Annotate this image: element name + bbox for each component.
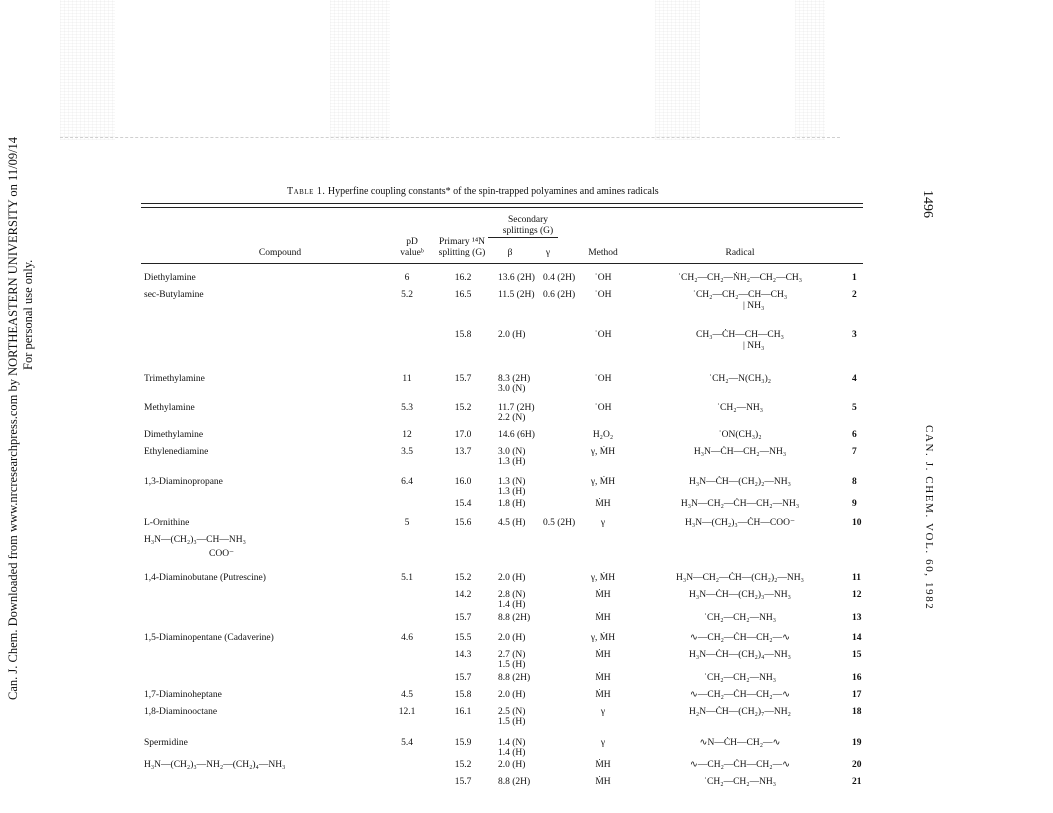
top-rule-2 [141,207,863,208]
beta-splitting-cell: 14.6 (6H) [498,430,535,440]
radical-sub-cell: | NH₃ [743,341,765,351]
radical-cell: ˙CH₂—CH₂—NH₃ [703,613,777,623]
primary-splitting-cell: 15.2 [454,760,472,770]
row-number-cell: 4 [852,374,857,384]
provenance-line-2: For personal use only. [21,259,35,370]
row-number-cell: 9 [852,499,857,509]
journal-running-header: CAN. J. CHEM. VOL. 60, 1982 [923,425,935,611]
row-number-cell: 20 [852,760,862,770]
method-cell: H₂O₂ [592,430,614,440]
pd-cell: 5 [404,518,410,528]
beta-splitting-cell-2: 1.5 (H) [498,717,526,727]
primary-splitting-cell: 15.7 [454,374,472,384]
pd-cell: 4.6 [401,633,413,643]
primary-splitting-cell: 16.0 [454,477,472,487]
radical-cell: ∿—CH₂—ĊH—CH₂—∿ [689,633,791,643]
pd-cell: 3.5 [401,447,413,457]
row-number-cell: 3 [852,330,857,340]
beta-splitting-cell: 3.0 (N) [498,447,526,457]
beta-splitting-cell: 2.0 (H) [498,690,526,700]
compound-cell: 1,5-Diaminopentane (Cadaverine) [144,633,274,643]
scan-artifact-left [60,0,115,140]
compound-cell: sec-Butylamine [144,290,204,300]
beta-splitting-cell: 2.5 (N) [498,707,526,717]
beta-splitting-cell: 1.4 (N) [498,738,526,748]
primary-splitting-cell: 15.2 [454,403,472,413]
beta-splitting-cell: 11.7 (2H) [498,403,535,413]
radical-cell: H₃N—CH₂—ĊH—CH₂—NH₃ [680,499,800,509]
primary-splitting-cell: 17.0 [454,430,472,440]
compound-cell: H₃N—(CH₂)₃—CH—NH₃ [144,535,246,545]
primary-splitting-cell: 16.1 [454,707,472,717]
method-cell: γ, ṀH [590,447,616,457]
pd-cell: 5.2 [401,290,413,300]
radical-cell: H₃N—CH₂—ĊH—(CH₂)₂—NH₃ [676,573,804,583]
beta-splitting-cell: 8.8 (2H) [498,673,531,683]
method-cell: γ, ṀH [590,573,616,583]
compound-cell: 1,4-Diaminobutane (Putrescine) [144,573,266,583]
row-number-cell: 10 [852,518,862,528]
pd-cell: 11 [402,374,412,384]
radical-cell: ∿N—ĊH—CH₂—∿ [699,738,781,748]
radical-cell: ˙CH₂—CH₂—NH₃ [703,673,777,683]
method-cell: γ, ṀH [590,633,616,643]
primary-splitting-cell: 16.2 [454,273,472,283]
radical-cell: ˙CH₂—NH₃ [716,403,764,413]
radical-cell: H₃N—(CH₂)₃—ĊH—COO⁻ [685,518,795,528]
header-pd-line2: valueᵇ [400,248,424,258]
radical-cell: ˙CH₂—N(CH₃)₂ [708,374,772,384]
compound-cell: 1,3-Diaminopropane [144,477,223,487]
gamma-splitting-cell: 0.6 (2H) [543,290,576,300]
row-number-cell: 12 [852,590,862,600]
radical-cell: CH₃—ĊH—CH—CH₃ [696,330,784,340]
method-cell: ṀH [595,650,611,660]
method-cell: ˙OH [594,290,612,300]
provenance-note [6,137,36,700]
beta-splitting-cell-2: 1.4 (H) [498,748,526,758]
row-number-cell: 11 [852,573,861,583]
header-gamma: γ [545,248,551,258]
method-cell: ṀH [595,673,611,683]
primary-splitting-cell: 14.3 [454,650,472,660]
method-cell: γ [600,738,606,748]
primary-splitting-cell: 15.8 [454,690,472,700]
radical-sub-cell: | NH₃ [743,301,765,311]
method-cell: ṀH [595,590,611,600]
compound-cell: Methylamine [144,403,195,413]
radical-cell: ∿—CH₂—ĊH—CH₂—∿ [689,690,791,700]
header-compound: Compound [258,248,302,258]
row-number-cell: 15 [852,650,862,660]
radical-cell: H₃N—ĊH—(CH₂)₂—NH₃ [689,477,791,487]
beta-splitting-cell: 1.8 (H) [498,499,526,509]
beta-splitting-cell: 2.0 (H) [498,633,526,643]
radical-cell: ˙CH₂—CH₂—NH₃ [703,777,777,787]
beta-splitting-cell-2: 3.0 (N) [498,384,526,394]
header-secondary-line2: splittings (G) [502,226,554,236]
compound-cell: Ethylenediamine [144,447,209,457]
primary-splitting-cell: 15.6 [454,518,472,528]
radical-cell: H₃N—ĊH—CH₂—NH₃ [693,447,787,457]
table-label: Table 1. [287,186,326,197]
method-cell: ṀH [595,760,611,770]
page-number: 1496 [920,190,935,218]
row-number-cell: 13 [852,613,862,623]
primary-splitting-cell: 16.5 [454,290,472,300]
primary-splitting-cell: 14.2 [454,590,472,600]
row-number-cell: 8 [852,477,857,487]
beta-splitting-cell: 2.0 (H) [498,760,526,770]
row-number-cell: 19 [852,738,862,748]
header-primary-line2: splitting (G) [438,248,486,258]
primary-splitting-cell: 15.9 [454,738,472,748]
scan-artifact-middle [330,0,390,140]
gamma-splitting-cell: 0.5 (2H) [543,518,576,528]
row-number-cell: 6 [852,430,857,440]
gamma-splitting-cell: 0.4 (2H) [543,273,576,283]
beta-splitting-cell: 1.3 (N) [498,477,526,487]
beta-splitting-cell-2: 1.3 (H) [498,487,526,497]
header-beta: β [507,248,513,258]
row-number-cell: 16 [852,673,862,683]
primary-splitting-cell: 15.7 [454,673,472,683]
radical-cell: H₃N—ĊH—(CH₂)₄—NH₃ [689,650,791,660]
scan-artifact-far-right [795,0,825,140]
header-bottom-rule [141,263,863,264]
radical-cell: ˙CH₂—CH₂—CH—CH₃ [692,290,788,300]
row-number-cell: 14 [852,633,862,643]
pd-cell: 12 [402,430,412,440]
beta-splitting-cell-2: 1.4 (H) [498,600,526,610]
compound-cell: 1,8-Diaminooctane [144,707,218,717]
beta-splitting-cell: 8.8 (2H) [498,613,531,623]
compound-cell: Diethylamine [144,273,196,283]
primary-splitting-cell: 15.5 [454,633,472,643]
radical-cell: H₃N—ĊH—(CH₂)₃—NH₃ [689,590,791,600]
pd-cell: 6 [404,273,410,283]
primary-splitting-cell: 15.7 [454,777,472,787]
compound-cell: L-Ornithine [144,518,190,528]
compound-cell: 1,7-Diaminoheptane [144,690,222,700]
radical-cell: ˙ON(CH₃)₂ [718,430,762,440]
provenance-line-1: Can. J. Chem. Downloaded from www.nrcresearchpress.com by NORTHEASTERN UNIVERSITY on 11/09/14 [6,136,20,700]
beta-splitting-cell-2: 1.3 (H) [498,457,526,467]
beta-splitting-cell: 2.7 (N) [498,650,526,660]
method-cell: ˙OH [594,374,612,384]
method-cell: γ [600,518,606,528]
method-cell: ṀH [595,613,611,623]
row-number-cell: 2 [852,290,857,300]
radical-cell: H₂N—ĊH—(CH₂)₇—NH₂ [689,707,791,717]
compound-cell: Trimethylamine [144,374,205,384]
method-cell: γ [600,707,606,717]
row-number-cell: 1 [852,273,857,283]
radical-cell: ∿—CH₂—ĊH—CH₂—∿ [689,760,791,770]
method-cell: ˙OH [594,403,612,413]
header-primary-line1: Primary ¹⁴N [438,237,485,247]
beta-splitting-cell-2: 2.2 (N) [498,413,526,423]
header-secondary-line1: Secondary [507,215,549,225]
scan-artifact-line [60,137,840,138]
secondary-rule [488,237,558,238]
method-cell: γ, ṀH [590,477,616,487]
primary-splitting-cell: 15.2 [454,573,472,583]
pd-cell: 4.5 [401,690,413,700]
beta-splitting-cell-2: 1.5 (H) [498,660,526,670]
row-number-cell: 21 [852,777,862,787]
beta-splitting-cell: 11.5 (2H) [498,290,535,300]
pd-cell: 5.1 [401,573,413,583]
pd-cell: 6.4 [401,477,413,487]
row-number-cell: 18 [852,707,862,717]
method-cell: ˙OH [594,330,612,340]
radical-cell: ˙CH₂—CH₂—ṄH₂—CH₂—CH₃ [677,273,803,283]
primary-splitting-cell: 13.7 [454,447,472,457]
row-number-cell: 5 [852,403,857,413]
header-pd-line1: pD [406,237,418,247]
beta-splitting-cell: 13.6 (2H) [498,273,535,283]
row-number-cell: 7 [852,447,857,457]
pd-cell: 5.3 [401,403,413,413]
method-cell: ˙OH [594,273,612,283]
beta-splitting-cell: 8.3 (2H) [498,374,531,384]
primary-splitting-cell: 15.8 [454,330,472,340]
table-caption-text: Hyperfine coupling constants* of the spin-trapped polyamines and amines radicals [327,186,659,197]
compound-cell: Dimethylamine [144,430,204,440]
method-cell: ṀH [595,499,611,509]
method-cell: ṀH [595,777,611,787]
method-cell: ṀH [595,690,611,700]
beta-splitting-cell: 4.5 (H) [498,518,526,528]
compound-cell: H₃N—(CH₂)₃—NH₂—(CH₂)₄—NH₃ [144,760,286,770]
pd-cell: 12.1 [398,707,416,717]
top-rule-1 [141,203,863,204]
beta-splitting-cell: 8.8 (2H) [498,777,531,787]
compound-sub-cell: COO⁻ [209,549,235,559]
header-method: Method [588,248,618,258]
pd-cell: 5.4 [401,738,413,748]
row-number-cell: 17 [852,690,862,700]
beta-splitting-cell: 2.0 (H) [498,330,526,340]
primary-splitting-cell: 15.4 [454,499,472,509]
beta-splitting-cell: 2.0 (H) [498,573,526,583]
compound-cell: Spermidine [144,738,188,748]
header-radical: Radical [725,248,755,258]
table-caption [287,186,659,197]
primary-splitting-cell: 15.7 [454,613,472,623]
beta-splitting-cell: 2.8 (N) [498,590,526,600]
scan-artifact-right [655,0,700,140]
